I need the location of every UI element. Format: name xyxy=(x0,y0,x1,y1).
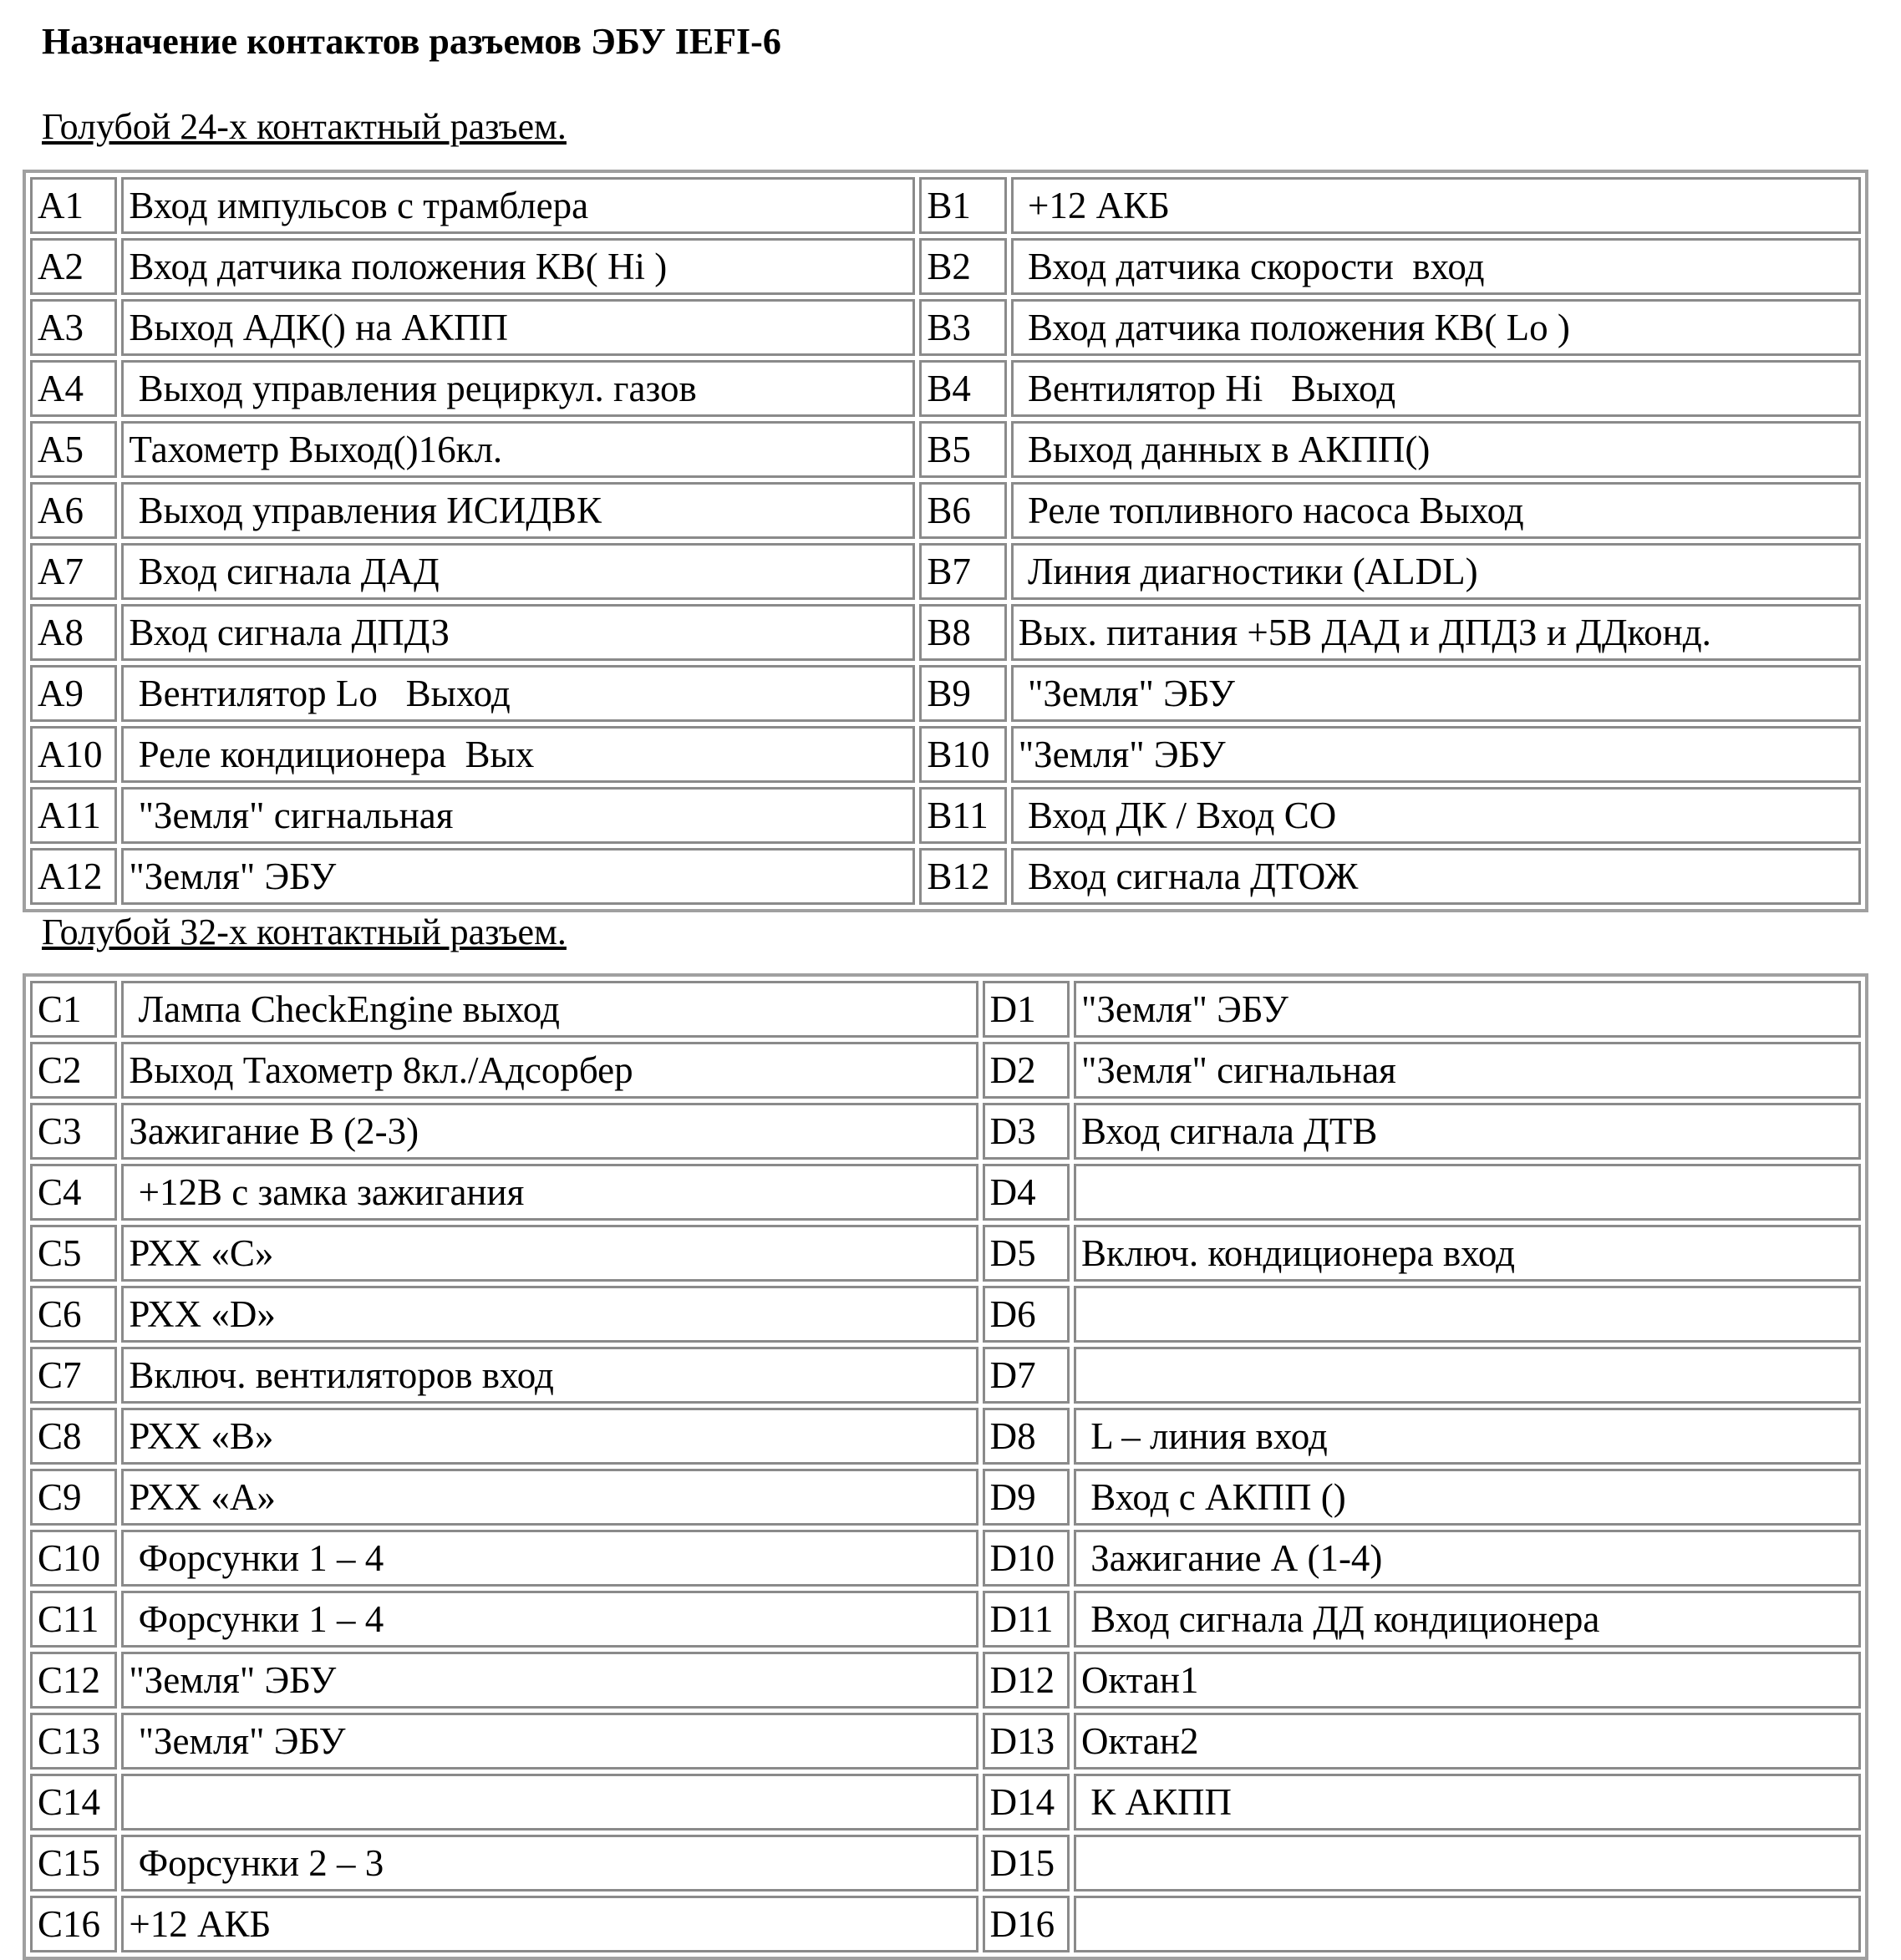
description-cell: Вход датчика положения КВ( Hi ) xyxy=(121,238,915,295)
description-cell: +12В с замка зажигания xyxy=(121,1164,978,1221)
connector24-heading: Голубой 24-х контактный разъем. xyxy=(42,106,567,147)
table-row xyxy=(30,848,1861,905)
description-cell: РХХ «D» xyxy=(121,1286,978,1343)
pin-cell: D12 xyxy=(983,1652,1070,1709)
description-cell: "Земля" ЭБУ xyxy=(121,1713,978,1770)
description-cell: +12 АКБ xyxy=(121,1896,978,1952)
table-row xyxy=(30,1774,1861,1831)
pin-cell: C15 xyxy=(30,1835,117,1891)
description-cell: РХХ «В» xyxy=(121,1408,978,1465)
table-row xyxy=(30,299,1861,356)
description-cell: Вентилятор Hi Выход xyxy=(1011,360,1861,417)
pin-cell: D10 xyxy=(983,1530,1070,1587)
pin-cell: C4 xyxy=(30,1164,117,1221)
pin-cell: A8 xyxy=(30,604,117,661)
table-row xyxy=(30,543,1861,600)
connector24-table xyxy=(23,170,1868,912)
pin-cell: A9 xyxy=(30,665,117,722)
pin-cell: D5 xyxy=(983,1225,1070,1282)
description-cell: "Земля" ЭБУ xyxy=(1011,665,1861,722)
description-cell: Октан2 xyxy=(1074,1713,1861,1770)
pin-cell: D14 xyxy=(983,1774,1070,1831)
pin-cell: C11 xyxy=(30,1591,117,1648)
description-cell: Вых. питания +5В ДАД и ДПДЗ и ДДконд. xyxy=(1011,604,1861,661)
table-row xyxy=(30,1408,1861,1465)
pin-cell: D13 xyxy=(983,1713,1070,1770)
table-row xyxy=(30,1835,1861,1891)
pin-cell: D15 xyxy=(983,1835,1070,1891)
description-cell: Вход с АКПП () xyxy=(1074,1469,1861,1526)
pin-cell: B4 xyxy=(919,360,1006,417)
pin-cell: A12 xyxy=(30,848,117,905)
pin-cell: B5 xyxy=(919,421,1006,478)
pin-cell: D4 xyxy=(983,1164,1070,1221)
description-cell: Лампа CheckEngine выход xyxy=(121,981,978,1038)
description-cell: Выход управления рециркул. газов xyxy=(121,360,915,417)
pin-cell: C2 xyxy=(30,1042,117,1099)
pin-cell: D16 xyxy=(983,1896,1070,1952)
description-cell: РХХ «А» xyxy=(121,1469,978,1526)
description-cell: Реле кондиционера Вых xyxy=(121,726,915,783)
pin-cell: D6 xyxy=(983,1286,1070,1343)
description-cell: Вход ДК / Вход СО xyxy=(1011,787,1861,844)
pin-cell: A3 xyxy=(30,299,117,356)
pin-cell: C13 xyxy=(30,1713,117,1770)
pin-cell: B11 xyxy=(919,787,1006,844)
description-cell: "Земля" ЭБУ xyxy=(121,1652,978,1709)
description-cell: "Земля" ЭБУ xyxy=(121,848,915,905)
pin-cell: C12 xyxy=(30,1652,117,1709)
table-row xyxy=(30,1164,1861,1221)
table-row xyxy=(30,1103,1861,1160)
description-cell: Реле топливного насоса Выход xyxy=(1011,482,1861,539)
pin-cell: C9 xyxy=(30,1469,117,1526)
description-cell xyxy=(1074,1286,1861,1343)
pin-cell: A2 xyxy=(30,238,117,295)
pin-cell: A11 xyxy=(30,787,117,844)
description-cell: Включ. вентиляторов вход xyxy=(121,1347,978,1404)
pin-cell: D7 xyxy=(983,1347,1070,1404)
table-row xyxy=(30,981,1861,1038)
table-row xyxy=(30,1286,1861,1343)
description-cell xyxy=(1074,1835,1861,1891)
table-row xyxy=(30,787,1861,844)
description-cell: Форсунки 2 – 3 xyxy=(121,1835,978,1891)
description-cell: Линия диагностики (ALDL) xyxy=(1011,543,1861,600)
table-row xyxy=(30,1896,1861,1952)
pin-cell: B1 xyxy=(919,177,1006,234)
description-cell: Форсунки 1 – 4 xyxy=(121,1530,978,1587)
table-row xyxy=(30,421,1861,478)
pin-cell: C3 xyxy=(30,1103,117,1160)
pin-cell: C6 xyxy=(30,1286,117,1343)
table-row xyxy=(30,177,1861,234)
table-row xyxy=(30,482,1861,539)
description-cell: К АКПП xyxy=(1074,1774,1861,1831)
table-row xyxy=(30,1042,1861,1099)
description-cell: Вход сигнала ДД кондиционера xyxy=(1074,1591,1861,1648)
pin-cell: D2 xyxy=(983,1042,1070,1099)
description-cell xyxy=(121,1774,978,1831)
pin-cell: C10 xyxy=(30,1530,117,1587)
description-cell: Вход датчика скорости вход xyxy=(1011,238,1861,295)
description-cell: Зажигание В (2-3) xyxy=(121,1103,978,1160)
pin-cell: B3 xyxy=(919,299,1006,356)
pin-cell: C16 xyxy=(30,1896,117,1952)
description-cell: РХХ «С» xyxy=(121,1225,978,1282)
pin-cell: D1 xyxy=(983,981,1070,1038)
pin-cell: A6 xyxy=(30,482,117,539)
pin-cell: A4 xyxy=(30,360,117,417)
description-cell xyxy=(1074,1347,1861,1404)
description-cell: Вход сигнала ДТВ xyxy=(1074,1103,1861,1160)
pin-cell: D9 xyxy=(983,1469,1070,1526)
pin-cell: A10 xyxy=(30,726,117,783)
table-row xyxy=(30,1713,1861,1770)
pin-cell: D11 xyxy=(983,1591,1070,1648)
description-cell: +12 АКБ xyxy=(1011,177,1861,234)
table-row xyxy=(30,1225,1861,1282)
description-cell: Вход датчика положения КВ( Lo ) xyxy=(1011,299,1861,356)
description-cell: Вентилятор Lo Выход xyxy=(121,665,915,722)
description-cell: Выход Тахометр 8кл./Адсорбер xyxy=(121,1042,978,1099)
description-cell: Октан1 xyxy=(1074,1652,1861,1709)
pin-cell: B12 xyxy=(919,848,1006,905)
pin-cell: D8 xyxy=(983,1408,1070,1465)
pin-cell: B9 xyxy=(919,665,1006,722)
pin-cell: A1 xyxy=(30,177,117,234)
table-row xyxy=(30,1469,1861,1526)
table-row xyxy=(30,665,1861,722)
description-cell: L – линия вход xyxy=(1074,1408,1861,1465)
description-cell: Зажигание А (1-4) xyxy=(1074,1530,1861,1587)
description-cell: Вход сигнала ДАД xyxy=(121,543,915,600)
description-cell: Вход импульсов с трамблера xyxy=(121,177,915,234)
description-cell: "Земля" сигнальная xyxy=(121,787,915,844)
pin-cell: A7 xyxy=(30,543,117,600)
description-cell: Форсунки 1 – 4 xyxy=(121,1591,978,1648)
description-cell: Тахометр Выход()16кл. xyxy=(121,421,915,478)
description-cell xyxy=(1074,1896,1861,1952)
pin-cell: C14 xyxy=(30,1774,117,1831)
pin-cell: B10 xyxy=(919,726,1006,783)
connector32-heading: Голубой 32-х контактный разъем. xyxy=(42,911,567,952)
connector32-table xyxy=(23,973,1868,1960)
pin-cell: C8 xyxy=(30,1408,117,1465)
table-row xyxy=(30,1652,1861,1709)
description-cell: Выход управления ИСИДВК xyxy=(121,482,915,539)
table-row xyxy=(30,726,1861,783)
description-cell: "Земля" ЭБУ xyxy=(1011,726,1861,783)
page-title: Назначение контактов разъемов ЭБУ IEFI-6 xyxy=(42,21,781,62)
description-cell xyxy=(1074,1164,1861,1221)
table-row xyxy=(30,1530,1861,1587)
table-row xyxy=(30,604,1861,661)
description-cell: "Земля" ЭБУ xyxy=(1074,981,1861,1038)
pin-cell: B8 xyxy=(919,604,1006,661)
table-row xyxy=(30,238,1861,295)
description-cell: Вход сигнала ДПДЗ xyxy=(121,604,915,661)
description-cell: "Земля" сигнальная xyxy=(1074,1042,1861,1099)
table-row xyxy=(30,1591,1861,1648)
table-row xyxy=(30,360,1861,417)
description-cell: Вход сигнала ДТОЖ xyxy=(1011,848,1861,905)
description-cell: Выход АДК() на АКПП xyxy=(121,299,915,356)
pin-cell: C1 xyxy=(30,981,117,1038)
pin-cell: C5 xyxy=(30,1225,117,1282)
pin-cell: B2 xyxy=(919,238,1006,295)
pin-cell: B6 xyxy=(919,482,1006,539)
pin-cell: C7 xyxy=(30,1347,117,1404)
table-row xyxy=(30,1347,1861,1404)
pin-cell: B7 xyxy=(919,543,1006,600)
pin-cell: A5 xyxy=(30,421,117,478)
pin-cell: D3 xyxy=(983,1103,1070,1160)
description-cell: Включ. кондиционера вход xyxy=(1074,1225,1861,1282)
description-cell: Выход данных в АКПП() xyxy=(1011,421,1861,478)
